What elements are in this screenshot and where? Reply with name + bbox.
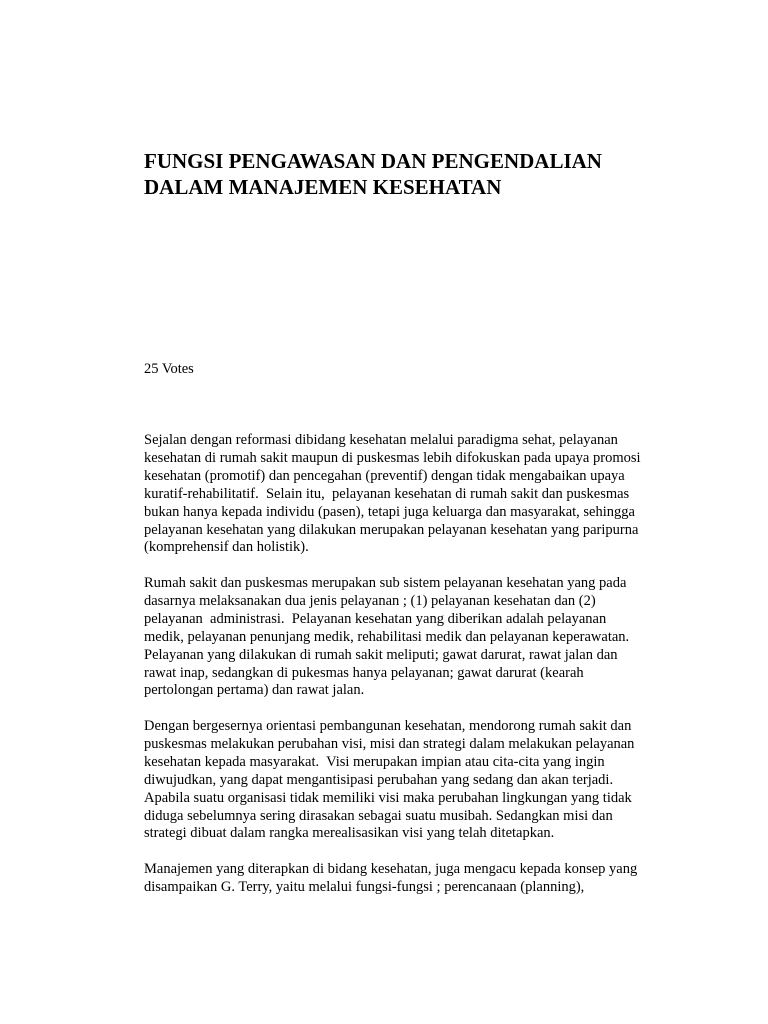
text-line: disampaikan G. Terry, yaitu melalui fungsi-fungsi ; perencanaan (planning), — [144, 878, 585, 895]
title-line: DALAM MANAJEMEN KESEHATAN — [144, 175, 502, 199]
text-line: Manajemen yang diterapkan di bidang kesehatan, juga mengacu kepada konsep yang — [144, 861, 638, 877]
text-line: Dengan bergesernya orientasi pembangunan kesehatan, mendorong rumah sakit dan — [144, 718, 632, 734]
text-line: puskesmas melakukan perubahan visi, misi dan strategi dalam melakukan pelayanan — [144, 735, 635, 752]
paragraph — [144, 718, 744, 843]
text-line: rawat inap, sedangkan di pukesmas hanya pelayanan; gawat darurat (kearah — [144, 664, 584, 681]
text-line: bukan hanya kepada individu (pasen), tetapi juga keluarga dan masyarakat, sehingga — [144, 503, 635, 520]
text-line: diduga sebelumnya sering dirasakan sebagai suatu musibah. Sedangkan misi dan — [144, 807, 613, 824]
text-line: diwujudkan, yang dapat mengantisipasi perubahan yang sedang dan akan terjadi. — [144, 771, 614, 788]
paragraph — [144, 432, 744, 557]
text-line: kesehatan kepada masyarakat. Visi merupakan impian atau cita-cita yang ingin — [144, 753, 605, 770]
text-line: (komprehensif dan holistik). — [144, 539, 309, 556]
text-line: Pelayanan yang dilakukan di rumah sakit meliputi; gawat darurat, rawat jalan dan — [144, 646, 618, 663]
text-line: strategi dibuat dalam rangka merealisasikan visi yang telah ditetapkan. — [144, 825, 555, 842]
document-title — [144, 148, 684, 200]
votes-count: 25 Votes — [144, 361, 194, 377]
text-line: kuratif-rehabilitatif. Selain itu, pelayanan kesehatan di rumah sakit dan puskesmas — [144, 485, 630, 502]
text-line: Apabila suatu organisasi tidak memiliki visi maka perubahan lingkungan yang tidak — [144, 789, 632, 806]
text-line: kesehatan di rumah sakit maupun di puskesmas lebih difokuskan pada upaya promosi — [144, 449, 641, 466]
text-line: pelayanan kesehatan yang dilakukan merupakan pelayanan kesehatan yang paripurna — [144, 521, 639, 538]
text-line: Rumah sakit dan puskesmas merupakan sub sistem pelayanan kesehatan yang pada — [144, 575, 627, 591]
paragraph — [144, 575, 744, 700]
title-line: FUNGSI PENGAWASAN DAN PENGENDALIAN — [144, 149, 602, 173]
text-line: dasarnya melaksanakan dua jenis pelayanan ; (1) pelayanan kesehatan dan (2) — [144, 592, 596, 609]
text-line: Sejalan dengan reformasi dibidang kesehatan melalui paradigma sehat, pelayanan — [144, 432, 618, 448]
text-line: pertolongan pertama) dan rawat jalan. — [144, 682, 365, 699]
text-line: medik, pelayanan penunjang medik, rehabilitasi medik dan pelayanan keperawatan. — [144, 628, 630, 645]
paragraph — [144, 861, 744, 897]
text-line: kesehatan (promotif) dan pencegahan (preventif) dengan tidak mengabaikan upaya — [144, 467, 625, 484]
text-line: pelayanan administrasi. Pelayanan kesehatan yang diberikan adalah pelayanan — [144, 610, 607, 627]
